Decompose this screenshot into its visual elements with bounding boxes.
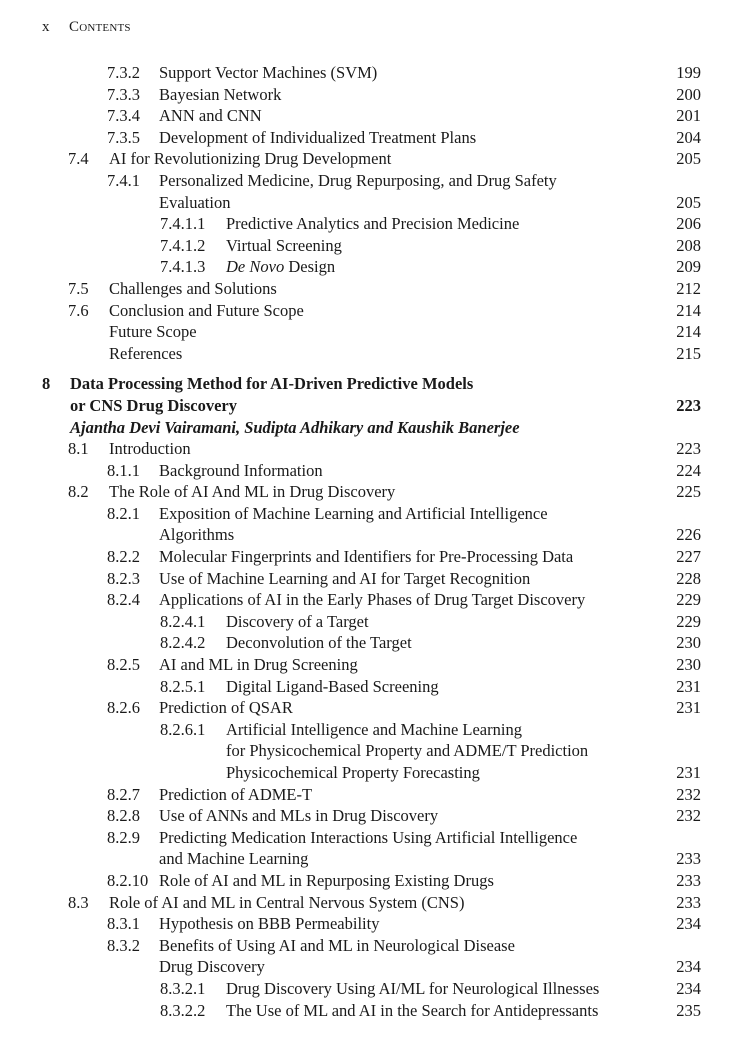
- section-number: 8.3.1: [107, 914, 140, 934]
- toc-entry: [0, 935, 746, 957]
- section-number: 8.2.9: [107, 827, 140, 847]
- section-title: Future Scope: [109, 322, 197, 342]
- section-title: Prediction of QSAR: [159, 698, 293, 718]
- section-title: Support Vector Machines (SVM): [159, 63, 378, 82]
- toc-entry[interactable]: [0, 343, 746, 365]
- section-number: 8.3: [68, 892, 89, 912]
- section-title: AI and ML in Drug Screening: [159, 655, 358, 675]
- section-title: Drug Discovery: [159, 957, 265, 977]
- section-title: AI for Revolutionizing Drug Development: [109, 149, 392, 169]
- section-title: Conclusion and Future Scope: [109, 300, 304, 320]
- toc-entry[interactable]: [0, 127, 746, 149]
- toc-entry[interactable]: [0, 460, 746, 482]
- page-reference[interactable]: 229: [676, 590, 701, 610]
- toc-entry[interactable]: [0, 611, 746, 633]
- toc-entry[interactable]: [0, 632, 746, 654]
- toc-entry[interactable]: [0, 278, 746, 300]
- section-number: 7.3.2: [107, 63, 140, 82]
- page-reference[interactable]: 233: [676, 892, 701, 912]
- page-reference[interactable]: 231: [676, 763, 701, 782]
- page-reference[interactable]: 227: [676, 547, 701, 567]
- toc-entry[interactable]: [0, 213, 746, 235]
- section-title: Role of AI and ML in Repurposing Existing Drugs: [159, 870, 494, 890]
- page-reference[interactable]: 214: [676, 322, 701, 342]
- section-title: for Physicochemical Property and ADME/T Prediction: [226, 741, 589, 761]
- section-number: 8.3.2: [107, 935, 140, 955]
- section-title: Personalized Medicine, Drug Repurposing, and Drug Safety: [159, 170, 557, 190]
- section-title: Hypothesis on BBB Permeability: [159, 914, 380, 934]
- section-title: or CNS Drug Discovery: [70, 395, 237, 415]
- section-number: 8: [42, 374, 51, 394]
- section-title: ANN and CNN: [159, 106, 262, 126]
- section-title: Artificial Intelligence and Machine Learning: [226, 719, 522, 739]
- page-reference[interactable]: 209: [676, 257, 701, 277]
- page-reference[interactable]: 233: [676, 849, 701, 869]
- page-reference[interactable]: 204: [676, 127, 701, 147]
- section-number: 8.2.4: [107, 590, 140, 610]
- toc-entry[interactable]: [0, 697, 746, 719]
- toc-entry[interactable]: [0, 546, 746, 568]
- page-reference[interactable]: 232: [676, 806, 701, 826]
- toc-chapter-entry[interactable]: [0, 395, 746, 417]
- page-reference[interactable]: 233: [676, 870, 701, 890]
- toc-entry: [0, 503, 746, 525]
- section-number: 8.1: [68, 439, 89, 459]
- toc-entry: [0, 740, 746, 762]
- toc-entry[interactable]: [0, 148, 746, 170]
- section-title: Deconvolution of the Target: [226, 633, 412, 653]
- page-reference[interactable]: 225: [676, 482, 701, 502]
- section-number: 8.3.2.1: [160, 978, 206, 998]
- page-reference[interactable]: 226: [676, 525, 701, 545]
- table-of-contents: [0, 62, 746, 1021]
- page-reference[interactable]: 230: [676, 633, 701, 653]
- toc-chapter-entry: [0, 373, 746, 395]
- section-number: 8.2.8: [107, 806, 140, 826]
- section-number: 8.2.6: [107, 698, 140, 718]
- section-number: 8.2.7: [107, 784, 140, 804]
- page-reference[interactable]: 223: [676, 439, 701, 459]
- toc-entry[interactable]: [0, 848, 746, 870]
- section-title: Exposition of Machine Learning and Artificial Intelligence: [159, 503, 548, 523]
- section-number: 8.1.1: [107, 460, 140, 480]
- toc-entry[interactable]: [0, 956, 746, 978]
- section-title: Predicting Medication Interactions Using Artificial Intelligence: [159, 827, 578, 847]
- toc-entry[interactable]: [0, 654, 746, 676]
- section-title: Discovery of a Target: [226, 611, 369, 631]
- section-title: Molecular Fingerprints and Identifiers for Pre-Processing Data: [159, 547, 574, 567]
- toc-entry[interactable]: [0, 438, 746, 460]
- section-number: 8.2.5.1: [160, 676, 206, 696]
- section-number: 8.2.4.1: [160, 611, 206, 631]
- page-reference[interactable]: 205: [676, 149, 701, 169]
- toc-entry[interactable]: [0, 978, 746, 1000]
- chapter-authors: [0, 417, 746, 439]
- section-number: 7.3.4: [107, 106, 140, 126]
- section-title: Use of Machine Learning and AI for Target Recognition: [159, 568, 531, 588]
- section-title: Physicochemical Property Forecasting: [226, 763, 480, 782]
- section-number: 7.4.1.3: [160, 257, 206, 277]
- section-number: 7.4.1: [107, 170, 140, 190]
- section-title: Drug Discovery Using AI/ML for Neurological Illnesses: [226, 978, 600, 998]
- section-title: Benefits of Using AI and ML in Neurological Disease: [159, 935, 515, 955]
- toc-entry[interactable]: [0, 321, 746, 343]
- page-reference[interactable]: 200: [676, 84, 701, 104]
- page-reference[interactable]: 231: [676, 676, 701, 696]
- page-reference[interactable]: 228: [676, 568, 701, 588]
- section-number: 7.3.3: [107, 84, 140, 104]
- page-reference[interactable]: 229: [676, 611, 701, 631]
- section-title: Data Processing Method for AI-Driven Predictive Models: [70, 374, 474, 394]
- toc-entry[interactable]: [0, 892, 746, 914]
- section-number: 8.2.4.2: [160, 633, 206, 653]
- section-number: 7.5: [68, 278, 89, 298]
- toc-entry[interactable]: [0, 1000, 746, 1022]
- page-reference[interactable]: 212: [676, 278, 701, 298]
- page-reference[interactable]: 223: [676, 395, 701, 415]
- section-number: 8.2.2: [107, 547, 140, 567]
- section-number: 8.2.3: [107, 568, 140, 588]
- section-number: 8.2.6.1: [160, 719, 206, 739]
- toc-entry[interactable]: [0, 870, 746, 892]
- toc-entry: [0, 827, 746, 849]
- page-reference[interactable]: 208: [676, 235, 701, 255]
- section-number: 7.4.1.1: [160, 214, 206, 234]
- section-title: and Machine Learning: [159, 849, 309, 869]
- page-reference[interactable]: 232: [676, 784, 701, 804]
- toc-entry: [0, 719, 746, 741]
- section-title: Role of AI and ML in Central Nervous System (CNS): [109, 892, 465, 912]
- section-number: 7.3.5: [107, 127, 140, 147]
- section-number: 7.4: [68, 149, 89, 169]
- section-number: 7.6: [68, 300, 89, 320]
- toc-entry[interactable]: [0, 676, 746, 698]
- section-number: 8.3.2.2: [160, 1000, 206, 1020]
- section-title: Algorithms: [159, 525, 235, 545]
- toc-entry[interactable]: [0, 256, 746, 278]
- section-number: 8.2.1: [107, 503, 140, 523]
- toc-entry[interactable]: [0, 762, 746, 784]
- section-title-italic: De Novo: [226, 257, 285, 277]
- section-number: 8.2.5: [107, 655, 140, 675]
- chapter-gap: [0, 364, 746, 373]
- section-title: Prediction of ADME-T: [159, 784, 313, 804]
- page-reference[interactable]: 214: [676, 300, 701, 320]
- section-title: Development of Individualized Treatment Plans: [159, 127, 477, 147]
- page-reference[interactable]: 231: [676, 698, 701, 718]
- section-title: Background Information: [159, 460, 323, 480]
- page-reference[interactable]: 235: [676, 1000, 701, 1020]
- toc-entry[interactable]: [0, 805, 746, 827]
- page-reference[interactable]: 224: [676, 460, 701, 480]
- toc-entry[interactable]: [0, 84, 746, 106]
- section-title: Predictive Analytics and Precision Medicine: [226, 214, 520, 234]
- page-reference[interactable]: 201: [676, 106, 701, 126]
- page-reference[interactable]: 199: [676, 63, 701, 82]
- toc-entry[interactable]: [0, 913, 746, 935]
- page-number: x: [42, 19, 50, 35]
- section-title: The Use of ML and AI in the Search for Antidepressants: [226, 1000, 599, 1020]
- section-title-rest: Design: [284, 257, 336, 277]
- toc-entry[interactable]: [0, 192, 746, 214]
- running-title: Contents: [69, 19, 131, 35]
- toc-entry[interactable]: [0, 481, 746, 503]
- section-number: 8.2.10: [107, 870, 149, 890]
- page-reference[interactable]: 234: [676, 914, 701, 934]
- section-title: Use of ANNs and MLs in Drug Discovery: [159, 806, 439, 826]
- page-reference[interactable]: 230: [676, 655, 701, 675]
- section-title: [226, 256, 335, 278]
- section-title: Ajantha Devi Vairamani, Sudipta Adhikary and Kaushik Banerjee: [70, 417, 520, 437]
- toc-entry[interactable]: [0, 62, 746, 84]
- page-reference[interactable]: 215: [676, 343, 701, 363]
- section-title: Bayesian Network: [159, 84, 282, 104]
- page-reference[interactable]: 234: [676, 978, 701, 998]
- toc-entry[interactable]: [0, 524, 746, 546]
- page-reference[interactable]: 206: [676, 214, 701, 234]
- section-title: Applications of AI in the Early Phases of Drug Target Discovery: [159, 590, 586, 610]
- section-number: 8.2: [68, 482, 89, 502]
- toc-entry[interactable]: [0, 300, 746, 322]
- section-title: Introduction: [109, 439, 191, 459]
- section-title: Virtual Screening: [226, 235, 342, 255]
- toc-entry: [0, 170, 746, 192]
- section-title: References: [109, 343, 183, 363]
- section-title: Digital Ligand-Based Screening: [226, 676, 439, 696]
- page-reference[interactable]: 234: [676, 957, 701, 977]
- page-reference[interactable]: 205: [676, 192, 701, 212]
- toc-entry[interactable]: [0, 589, 746, 611]
- section-title: Challenges and Solutions: [109, 278, 277, 298]
- toc-entry[interactable]: [0, 784, 746, 806]
- section-title: Evaluation: [159, 192, 231, 212]
- section-number: 7.4.1.2: [160, 235, 206, 255]
- toc-entry[interactable]: [0, 568, 746, 590]
- page-header: [42, 19, 131, 36]
- section-title: The Role of AI And ML in Drug Discovery: [109, 482, 396, 502]
- toc-entry[interactable]: [0, 105, 746, 127]
- toc-entry[interactable]: [0, 235, 746, 257]
